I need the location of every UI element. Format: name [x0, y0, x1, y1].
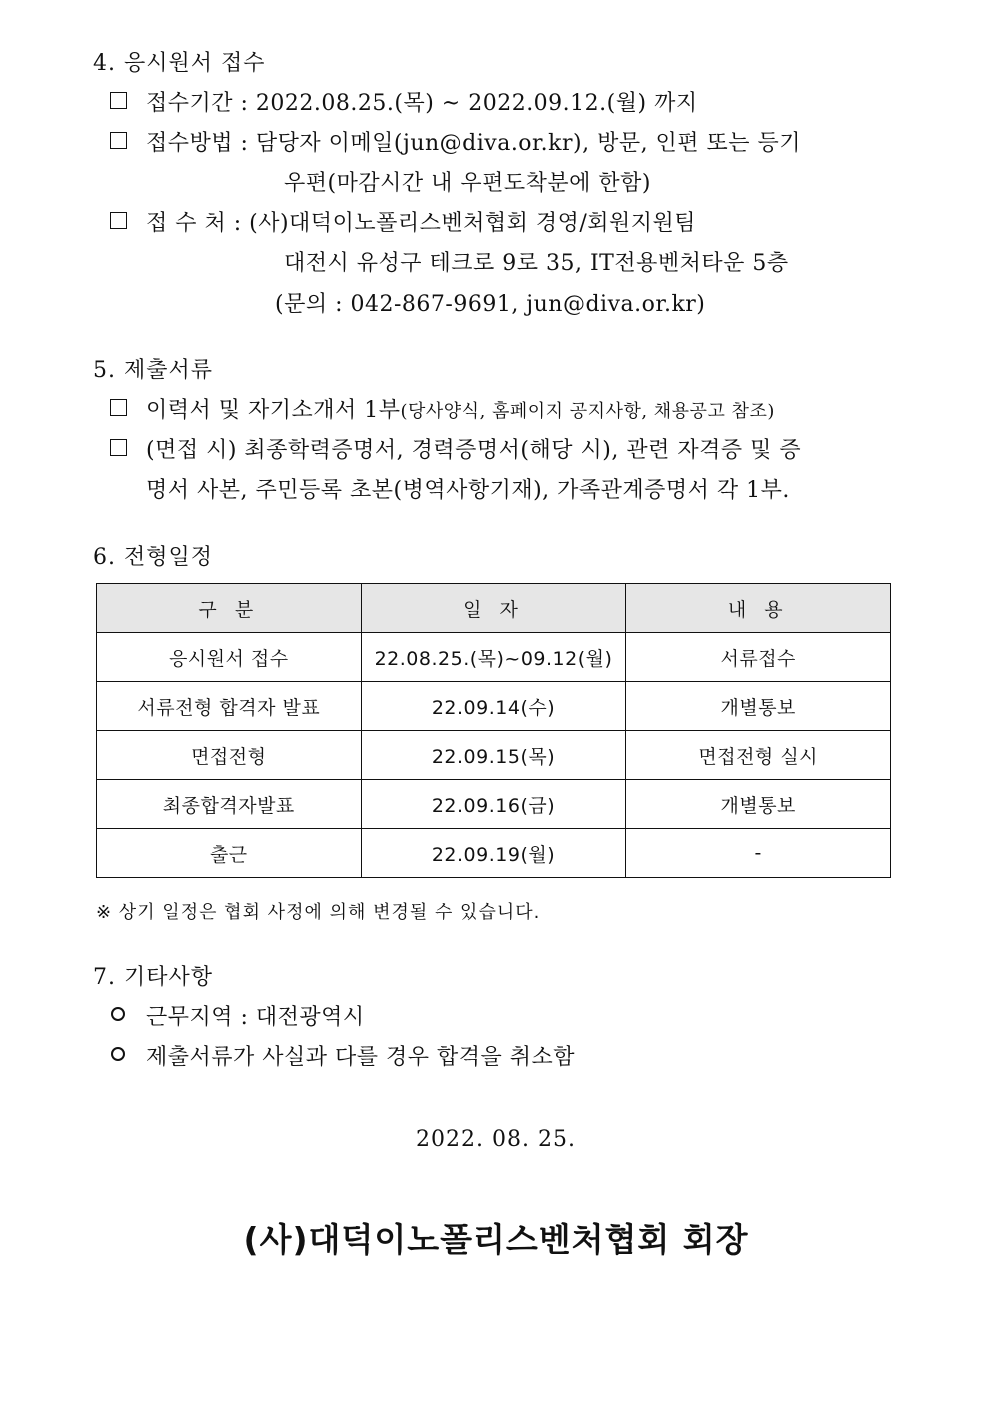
- method-line-2: 우편(마감시간 내 우편도착분에 한함): [284, 171, 651, 196]
- header-content: 내 용: [626, 584, 891, 633]
- period-line: 접수기간 : 2022.08.25.(목) ~ 2022.09.12.(월) 까지: [146, 91, 698, 116]
- table-cell: 면접전형 실시: [626, 731, 891, 780]
- docs-item-1: [146, 393, 775, 424]
- method-line-1: 접수방법 : 담당자 이메일(jun@diva.or.kr), 방문, 인편 또는 등기: [146, 131, 802, 156]
- table-cell: 22.09.15(목): [361, 731, 626, 780]
- table-row: [97, 633, 891, 682]
- table-cell: 출근: [97, 829, 362, 878]
- document-date: 2022. 08. 25.: [416, 1127, 576, 1152]
- section-6-title: 6. 전형일정: [93, 545, 213, 570]
- table-cell: 22.09.14(수): [361, 682, 626, 731]
- circle-bullet-icon: [111, 1007, 125, 1021]
- checkbox-icon: [110, 212, 127, 229]
- signer-name: (사)대덕이노폴리스벤처협회 회장: [243, 1220, 749, 1259]
- table-header-row: [97, 584, 891, 633]
- header-date: 일 자: [361, 584, 626, 633]
- checkbox-icon: [110, 132, 127, 149]
- table-row: [97, 682, 891, 731]
- table-cell: 개별통보: [626, 682, 891, 731]
- table-row: [97, 731, 891, 780]
- place-line-3: (문의 : 042-867-9691, jun@diva.or.kr): [275, 292, 706, 317]
- misc-item-2: 제출서류가 사실과 다를 경우 합격을 취소함: [146, 1045, 576, 1070]
- table-cell: 22.08.25.(목)~09.12(월): [361, 633, 626, 682]
- place-line-2: 대전시 유성구 테크로 9로 35, IT전용벤처타운 5층: [284, 251, 789, 276]
- docs-item-2-line-2: 명서 사본, 주민등록 초본(병역사항기재), 가족관계증명서 각 1부.: [146, 478, 790, 503]
- section-5-title: 5. 제출서류: [93, 358, 213, 383]
- table-row: [97, 780, 891, 829]
- section-4-title: 4. 응시원서 접수: [93, 51, 266, 76]
- docs-item-2-line-1: (면접 시) 최종학력증명서, 경력증명서(해당 시), 관련 자격증 및 증: [146, 438, 802, 463]
- table-cell: 면접전형: [97, 731, 362, 780]
- docs-item-1-main: 이력서 및 자기소개서 1부: [146, 398, 401, 423]
- table-cell: 최종합격자발표: [97, 780, 362, 829]
- checkbox-icon: [110, 92, 127, 109]
- place-line-1: 접 수 처 : (사)대덕이노폴리스벤처협회 경영/회원지원팀: [146, 211, 697, 236]
- table-cell: 개별통보: [626, 780, 891, 829]
- schedule-table: [96, 583, 891, 878]
- table-cell: -: [626, 829, 891, 878]
- table-cell: 22.09.19(월): [361, 829, 626, 878]
- circle-bullet-icon: [111, 1047, 125, 1061]
- schedule-note: ※ 상기 일정은 협회 사정에 의해 변경될 수 있습니다.: [96, 902, 541, 923]
- misc-item-1: 근무지역 : 대전광역시: [146, 1005, 365, 1030]
- table-row: [97, 829, 891, 878]
- docs-item-1-note: (당사양식, 홈페이지 공지사항, 채용공고 참조): [400, 401, 775, 422]
- checkbox-icon: [110, 399, 127, 416]
- table-cell: 22.09.16(금): [361, 780, 626, 829]
- checkbox-icon: [110, 439, 127, 456]
- table-cell: 서류접수: [626, 633, 891, 682]
- section-7-title: 7. 기타사항: [93, 965, 213, 990]
- table-cell: 서류전형 합격자 발표: [97, 682, 362, 731]
- header-category: 구 분: [97, 584, 362, 633]
- table-cell: 응시원서 접수: [97, 633, 362, 682]
